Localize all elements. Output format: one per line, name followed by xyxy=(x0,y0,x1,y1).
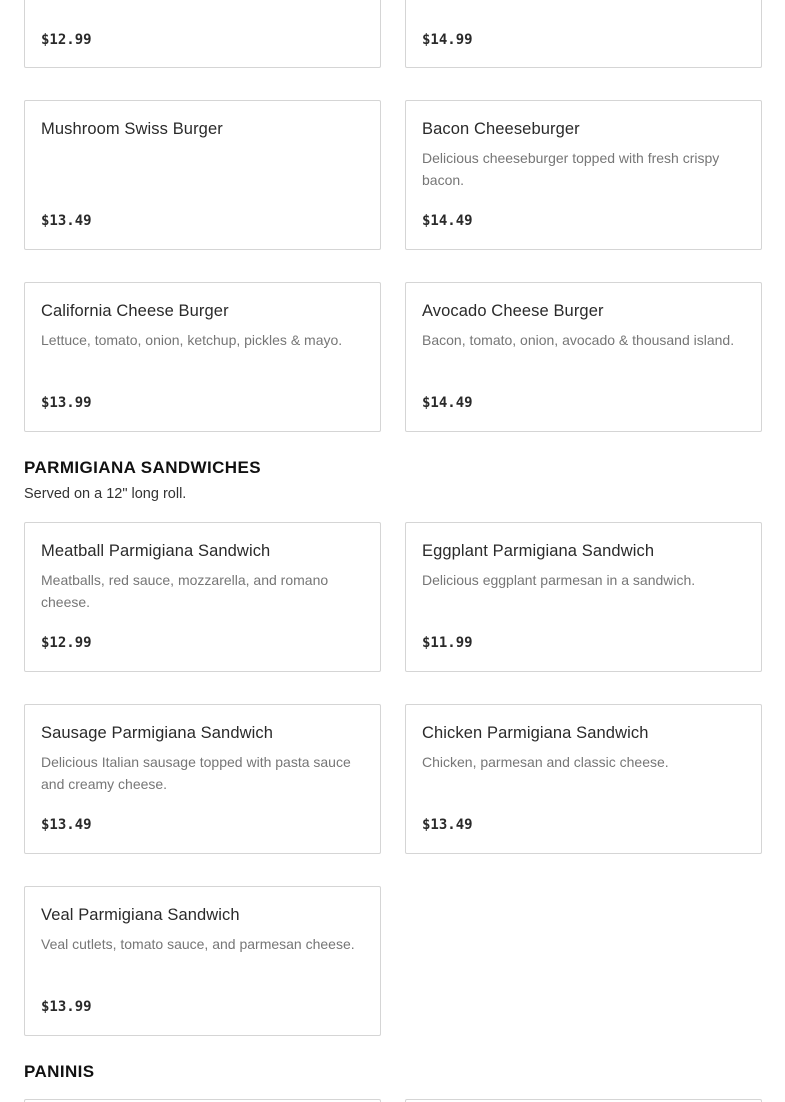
menu-item-price: $14.49 xyxy=(422,213,473,229)
menu-item-price: $12.99 xyxy=(41,32,92,48)
menu-item-name: Sausage Parmigiana Sandwich xyxy=(41,724,274,742)
menu-item-card[interactable] xyxy=(24,886,381,1036)
menu-item-card[interactable] xyxy=(24,282,381,432)
menu-item-description: Chicken, parmesan and classic cheese. xyxy=(422,754,669,770)
menu-item-price: $13.49 xyxy=(422,817,473,833)
menu-item-price: $14.49 xyxy=(422,395,473,411)
menu-item-card[interactable] xyxy=(405,0,762,68)
menu-item-name: Mushroom Swiss Burger xyxy=(41,120,223,138)
menu-item-description: Meatballs, red sauce, mozzarella, and romano cheese. xyxy=(41,572,329,610)
section-subtitle: Served on a 12" long roll. xyxy=(24,486,187,502)
menu-item-name: Avocado Cheese Burger xyxy=(422,302,604,320)
menu-item-name: Eggplant Parmigiana Sandwich xyxy=(422,542,655,560)
menu-item-card[interactable] xyxy=(24,704,381,854)
menu-item-price: $14.99 xyxy=(422,32,473,48)
menu-item-price: $13.99 xyxy=(41,999,92,1015)
section-title: PARMIGIANA SANDWICHES xyxy=(24,458,261,477)
menu-item-card[interactable] xyxy=(24,100,381,250)
menu-item-card[interactable] xyxy=(405,522,762,672)
menu-item-card[interactable] xyxy=(24,522,381,672)
menu-item-name: Veal Parmigiana Sandwich xyxy=(41,906,240,924)
menu-item-card[interactable] xyxy=(24,0,381,68)
menu-item-card[interactable] xyxy=(405,100,762,250)
menu-item-description: Delicious cheeseburger topped with fresh crispy bacon. xyxy=(422,150,720,188)
menu-item-card[interactable] xyxy=(405,282,762,432)
menu-item-name: California Cheese Burger xyxy=(41,302,229,320)
menu-item-name: Meatball Parmigiana Sandwich xyxy=(41,542,271,560)
section-title: PANINIS xyxy=(24,1062,95,1081)
menu-item-price: $11.99 xyxy=(422,635,473,651)
menu-item-description: Bacon, tomato, onion, avocado & thousand island. xyxy=(422,332,735,348)
menu-item-description: Lettuce, tomato, onion, ketchup, pickles & mayo. xyxy=(41,332,343,348)
menu-item-card[interactable] xyxy=(405,704,762,854)
menu-item-price: $13.49 xyxy=(41,817,92,833)
menu-item-name: Bacon Cheeseburger xyxy=(422,120,580,138)
menu-item-name: Chicken Parmigiana Sandwich xyxy=(422,724,649,742)
menu-item-description: Delicious eggplant parmesan in a sandwich. xyxy=(422,572,696,588)
menu-item-description: Veal cutlets, tomato sauce, and parmesan cheese. xyxy=(41,936,355,952)
menu-item-price: $12.99 xyxy=(41,635,92,651)
menu-item-description: Delicious Italian sausage topped with pasta sauce and creamy cheese. xyxy=(41,754,351,792)
menu-item-price: $13.49 xyxy=(41,213,92,229)
menu-item-price: $13.99 xyxy=(41,395,92,411)
